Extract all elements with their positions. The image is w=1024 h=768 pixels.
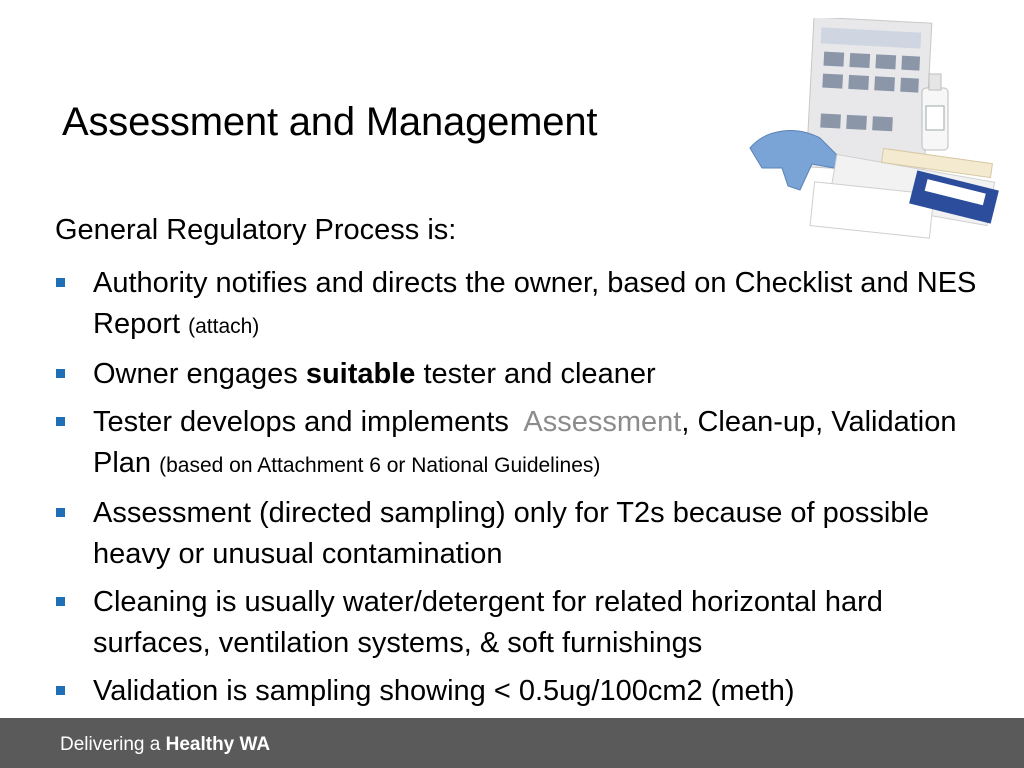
sampling-kit-image (742, 18, 1004, 258)
list-item: Tester develops and implements Assessment, Clean-up, Validation Plan (based on Attachment 6 or National Guidelines) (55, 402, 1005, 486)
footer-bar (0, 718, 1024, 768)
list-item: Owner engages suitable tester and cleaner (55, 354, 1005, 395)
bullet-list (55, 263, 1005, 719)
list-item: Authority notifies and directs the owner, based on Checklist and NES Report (attach) (55, 263, 1005, 347)
list-item: Validation is sampling showing < 0.5ug/100cm2 (meth) (55, 671, 1005, 712)
slide-title: Assessment and Management (62, 100, 598, 144)
list-item: Assessment (directed sampling) only for T2s because of possible heavy or unusual contamination (55, 493, 1005, 575)
intro-text: General Regulatory Process is: (55, 214, 457, 246)
list-item: Cleaning is usually water/detergent for related horizontal hard surfaces, ventilation systems, & soft furnishings (55, 582, 1005, 664)
footer-tagline: Delivering a Healthy WA (60, 734, 271, 755)
square-bullet-icon (56, 417, 65, 426)
square-bullet-icon (56, 686, 65, 695)
square-bullet-icon (56, 597, 65, 606)
square-bullet-icon (56, 278, 65, 287)
square-bullet-icon (56, 508, 65, 517)
square-bullet-icon (56, 369, 65, 378)
